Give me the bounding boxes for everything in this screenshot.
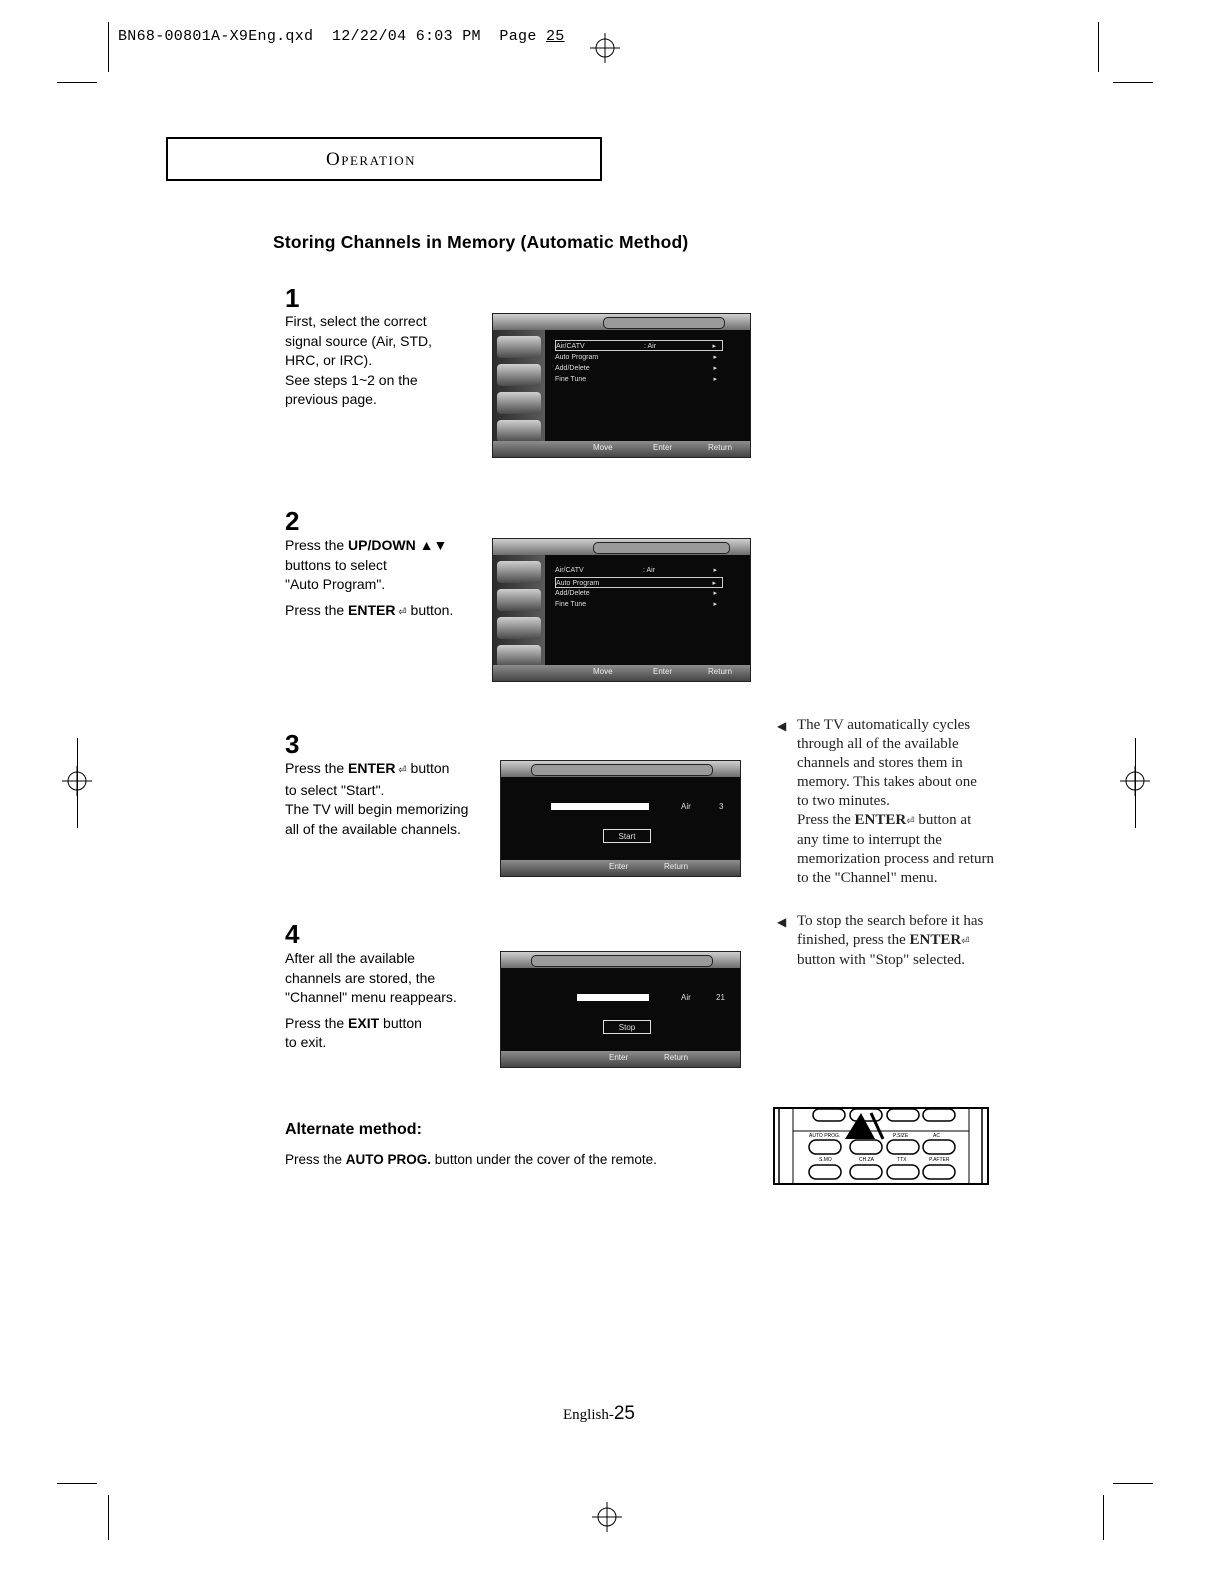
step-1-text: First, select the correct signal source (Air, STD, HRC, or IRC). See steps 1~2 on the previous page.	[285, 313, 433, 407]
note-automatic-cycle: ◀ The TV automatically cycles through all of the available channels and stores them in memory. This takes about one to two minutes. Press the ENTER⏎ button at any time to interrupt the memorization process and return to the "Channel" menu.	[777, 717, 995, 886]
tv-menu-screen: Air/CATV : Air ▸ Auto Program ▸ Add/Delete ▸ Fine Tune ▸ Move Enter Return	[492, 313, 751, 458]
enter-icon: ⏎	[395, 606, 407, 618]
page-footer: English-25	[563, 1403, 635, 1424]
auto-program-screen: Air 3 Start Enter Return	[500, 760, 741, 877]
note-bullet-icon: ◀	[777, 719, 787, 733]
registration-mark-icon	[590, 33, 620, 63]
crop-mark	[108, 22, 109, 72]
tv-menu-screen: Air/CATV : Air ▸ Auto Program ▸ Add/Delete ▸ Fine Tune ▸ Move Enter Return	[492, 538, 751, 682]
crop-mark	[57, 1483, 97, 1484]
step-2-text: Press the UP/DOWN ▲▼ buttons to select "Auto Program". Press the ENTER ⏎ button.	[285, 537, 454, 618]
alternate-method-title: Alternate method:	[285, 1121, 422, 1138]
remote-control-illustration	[773, 1107, 989, 1185]
crop-mark	[57, 82, 97, 83]
alternate-method-text: Press the AUTO PROG. button under the cover of the remote.	[285, 1152, 657, 1167]
stop-button[interactable]: Stop	[603, 1020, 651, 1034]
note-bullet-icon: ◀	[777, 915, 787, 929]
remote-label: P.AFTER	[929, 1157, 950, 1163]
section-label: Operation	[326, 149, 417, 170]
remote-label: CH.ZA	[859, 1157, 874, 1163]
page-title: Storing Channels in Memory (Automatic Method)	[273, 232, 689, 252]
start-button[interactable]: Start	[603, 829, 651, 843]
section-header-box	[166, 137, 602, 181]
crop-mark	[108, 1495, 109, 1540]
crop-mark	[1113, 1483, 1153, 1484]
step-number: 3	[285, 729, 300, 759]
crop-mark	[1098, 22, 1099, 72]
enter-icon: ⏎	[906, 816, 915, 827]
remote-label-auto-prog: AUTO PROG.	[809, 1133, 841, 1139]
remote-label: P.SIZE	[893, 1133, 909, 1139]
remote-label: AC	[933, 1133, 940, 1139]
enter-icon: ⏎	[395, 765, 407, 776]
registration-mark-icon	[592, 1502, 622, 1532]
auto-program-screen: Air 21 Stop Enter Return	[500, 951, 741, 1068]
crop-mark	[1103, 1495, 1104, 1540]
step-number: 4	[285, 919, 300, 949]
step-number: 2	[285, 506, 300, 536]
crop-mark	[1135, 738, 1136, 828]
print-slug: BN68-00801A-X9Eng.qxd 12/22/04 6:03 PM Page 25	[118, 28, 565, 45]
remote-label: TTX	[897, 1157, 907, 1163]
note-stop-search: ◀ To stop the search before it has finished, press the ENTER⏎ button with "Stop" selected.	[777, 913, 984, 968]
enter-icon: ⏎	[961, 936, 970, 947]
crop-mark	[77, 738, 78, 828]
remote-label: S.MO	[819, 1157, 832, 1163]
remote-buttons-icon	[775, 1109, 987, 1183]
step-number: 1	[285, 283, 300, 313]
crop-mark	[1113, 82, 1153, 83]
step-3-text: Press the ENTER ⏎ button to select "Start". The TV will begin memorizing all of the available channels.	[285, 760, 469, 837]
step-4-text: After all the available channels are stored, the "Channel" menu reappears. Press the EXIT button to exit.	[285, 950, 457, 1050]
